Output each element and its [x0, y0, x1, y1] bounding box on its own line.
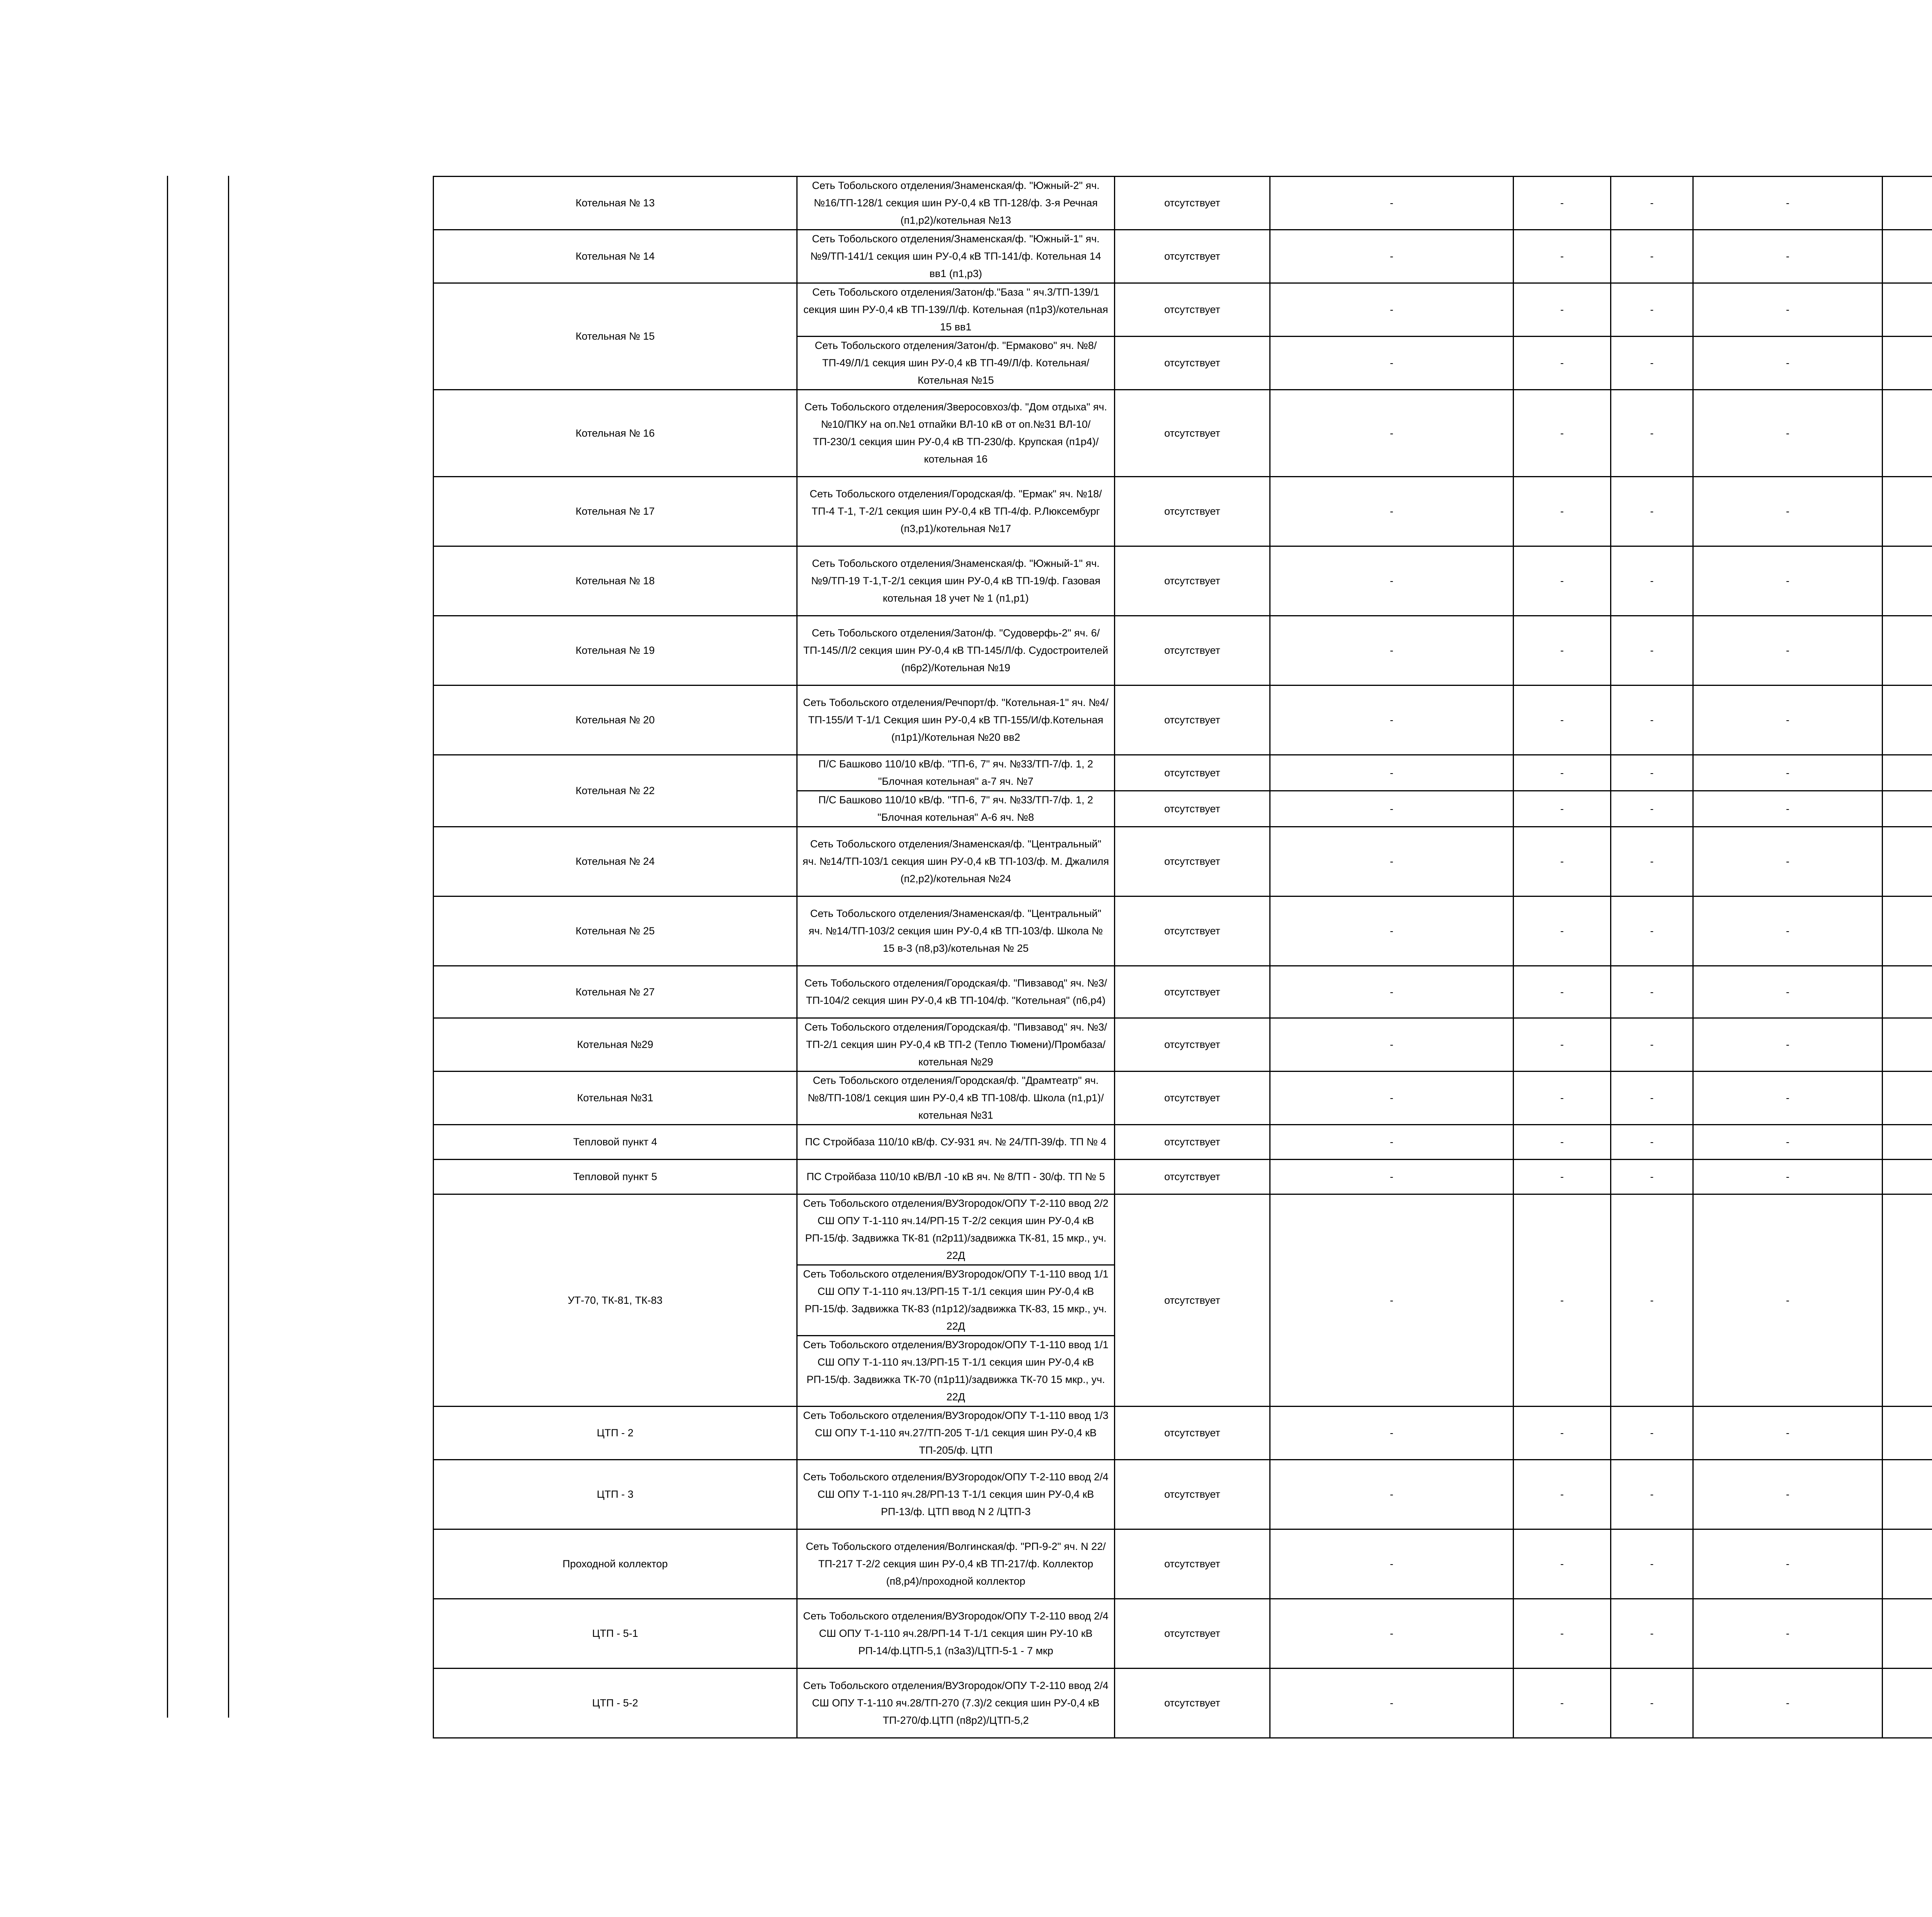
value-col-4-cell: -	[1693, 1529, 1883, 1599]
value-col-4-cell: -	[1693, 755, 1883, 791]
status-cell: отсутствует	[1115, 1125, 1270, 1160]
value-col-3-cell: -	[1611, 177, 1693, 230]
object-name-cell: ЦТП - 5-2	[434, 1669, 797, 1738]
table-row	[434, 283, 1932, 337]
power-source-cell: ПС Стройбаза 110/10 кВ/ф. СУ-931 яч. № 24/ТП-39/ф. ТП № 4	[797, 1125, 1115, 1160]
value-col-1-cell: -	[1270, 827, 1514, 896]
status-cell: отсутствует	[1115, 230, 1270, 283]
status-cell: отсутствует	[1115, 283, 1270, 337]
table-row	[434, 755, 1932, 791]
value-col-1-cell: -	[1270, 896, 1514, 966]
value-col-4-cell: -	[1693, 1125, 1883, 1160]
power-source-cell: Сеть Тобольского отделения/Городская/ф. "Пивзавод" яч. №3/ТП-104/2 секция шин РУ-0,4 кВ ТП-104/ф. "Котельная" (п6,р4)	[797, 966, 1115, 1018]
power-source-cell: Сеть Тобольского отделения/ВУЗгородок/ОПУ Т-2-110 ввод 2/2 СШ ОПУ Т-1-110 яч.14/РП-15 Т-2/2 секция шин РУ-0,4 кВ РП-15/ф. Задвижка ТК-81 (п2р11)/задвижка ТК-81, 15 мкр., уч. 22Д	[797, 1194, 1115, 1265]
value-col-3-cell: -	[1611, 685, 1693, 755]
value-col-3-cell: -	[1611, 1599, 1693, 1669]
value-col-4-cell: -	[1693, 477, 1883, 546]
object-name-cell: Тепловой пункт 5	[434, 1160, 797, 1194]
object-name-cell: Котельная № 22	[434, 755, 797, 827]
value-col-2-cell: -	[1514, 1529, 1611, 1599]
table-row	[434, 827, 1932, 896]
value-col-1-cell: -	[1270, 1194, 1514, 1407]
object-name-cell: ЦТП - 3	[434, 1460, 797, 1529]
value-col-5-cell	[1883, 283, 1932, 337]
value-col-4-cell: -	[1693, 685, 1883, 755]
value-col-1-cell: -	[1270, 337, 1514, 390]
value-col-2-cell: -	[1514, 755, 1611, 791]
value-col-1-cell: -	[1270, 1160, 1514, 1194]
status-cell: отсутствует	[1115, 755, 1270, 791]
value-col-1-cell: -	[1270, 230, 1514, 283]
table-row	[434, 896, 1932, 966]
value-col-1-cell: -	[1270, 390, 1514, 477]
table-row	[434, 1194, 1932, 1265]
value-col-2-cell: -	[1514, 1407, 1611, 1460]
value-col-1-cell: -	[1270, 755, 1514, 791]
value-col-3-cell: -	[1611, 1072, 1693, 1125]
value-col-4-cell: -	[1693, 1160, 1883, 1194]
power-source-cell: Сеть Тобольского отделения/Городская/ф. "Пивзавод" яч. №3/ТП-2/1 секция шин РУ-0,4 кВ ТП-2 (Тепло Тюмени)/Промбаза/котельная №29	[797, 1018, 1115, 1072]
power-source-cell: Сеть Тобольского отделения/Затон/ф."База " яч.3/ТП-139/1 секция шин РУ-0,4 кВ ТП-139/Л/ф. Котельная (п1р3)/котельная 15 вв1	[797, 283, 1115, 337]
value-col-5-cell	[1883, 1529, 1932, 1599]
table-row	[434, 1599, 1932, 1669]
value-col-4-cell: -	[1693, 546, 1883, 616]
value-col-5-cell	[1883, 966, 1932, 1018]
power-source-cell: Сеть Тобольского отделения/Зверосовхоз/ф. "Дом отдыха" яч. №10/ПКУ на оп.№1 отпайки ВЛ-10 кВ от оп.№31 ВЛ-10/ТП-230/1 секция шин РУ-0,4 кВ ТП-230/ф. Крупская (п1р4)/котельная 16	[797, 390, 1115, 477]
value-col-3-cell: -	[1611, 1160, 1693, 1194]
value-col-5-cell	[1883, 755, 1932, 791]
value-col-1-cell: -	[1270, 791, 1514, 827]
table-row	[434, 546, 1932, 616]
value-col-2-cell: -	[1514, 966, 1611, 1018]
value-col-3-cell: -	[1611, 755, 1693, 791]
value-col-3-cell: -	[1611, 1125, 1693, 1160]
power-source-cell: Сеть Тобольского отделения/Знаменская/ф. "Южный-1" яч. №9/ТП-141/1 секция шин РУ-0,4 кВ ТП-141/ф. Котельная 14 вв1 (п1,р3)	[797, 230, 1115, 283]
value-col-2-cell: -	[1514, 791, 1611, 827]
table-row	[434, 1460, 1932, 1529]
value-col-2-cell: -	[1514, 283, 1611, 337]
power-source-cell: Сеть Тобольского отделения/ВУЗгородок/ОПУ Т-2-110 ввод 2/4 СШ ОПУ Т-1-110 яч.28/РП-13 Т-1/1 секция шин РУ-0,4 кВ РП-13/ф. ЦТП ввод N 2 /ЦТП-3	[797, 1460, 1115, 1529]
power-source-cell: Сеть Тобольского отделения/ВУЗгородок/ОПУ Т-1-110 ввод 1/3 СШ ОПУ Т-1-110 яч.27/ТП-205 Т-1/1 секция шин РУ-0,4 кВ ТП-205/ф. ЦТП	[797, 1407, 1115, 1460]
value-col-3-cell: -	[1611, 1194, 1693, 1407]
table-row	[434, 1529, 1932, 1599]
object-name-cell: Котельная № 15	[434, 283, 797, 390]
value-col-5-cell	[1883, 1160, 1932, 1194]
power-source-cell: Сеть Тобольского отделения/ВУЗгородок/ОПУ Т-1-110 ввод 1/1 СШ ОПУ Т-1-110 яч.13/РП-15 Т-1/1 секция шин РУ-0,4 кВ РП-15/ф. Задвижка ТК-83 (п1р12)/задвижка ТК-83, 15 мкр., уч. 22Д	[797, 1265, 1115, 1336]
value-col-3-cell: -	[1611, 791, 1693, 827]
value-col-1-cell: -	[1270, 616, 1514, 685]
value-col-5-cell	[1883, 546, 1932, 616]
value-col-5-cell	[1883, 1072, 1932, 1125]
value-col-4-cell: -	[1693, 1460, 1883, 1529]
status-cell: отсутствует	[1115, 390, 1270, 477]
value-col-2-cell: -	[1514, 390, 1611, 477]
value-col-4-cell: -	[1693, 283, 1883, 337]
value-col-3-cell: -	[1611, 390, 1693, 477]
value-col-2-cell: -	[1514, 685, 1611, 755]
value-col-4-cell: -	[1693, 616, 1883, 685]
object-name-cell: УТ-70, ТК-81, ТК-83	[434, 1194, 797, 1407]
object-name-cell: Котельная № 20	[434, 685, 797, 755]
value-col-2-cell: -	[1514, 546, 1611, 616]
object-name-cell: ЦТП - 5-1	[434, 1599, 797, 1669]
value-col-4-cell: -	[1693, 230, 1883, 283]
power-source-cell: Сеть Тобольского отделения/Знаменская/ф. "Южный-1" яч. №9/ТП-19 Т-1,Т-2/1 секция шин РУ-0,4 кВ ТП-19/ф. Газовая котельная 18 учет № 1 (п1,р1)	[797, 546, 1115, 616]
power-source-cell: Сеть Тобольского отделения/Знаменская/ф. "Южный-2" яч. №16/ТП-128/1 секция шин РУ-0,4 кВ ТП-128/ф. 3-я Речная (п1,р2)/котельная №13	[797, 177, 1115, 230]
object-name-cell: Котельная № 25	[434, 896, 797, 966]
status-cell: отсутствует	[1115, 685, 1270, 755]
value-col-3-cell: -	[1611, 1669, 1693, 1738]
value-col-2-cell: -	[1514, 1072, 1611, 1125]
value-col-4-cell: -	[1693, 896, 1883, 966]
value-col-5-cell	[1883, 477, 1932, 546]
value-col-5-cell	[1883, 1194, 1932, 1407]
value-col-2-cell: -	[1514, 1018, 1611, 1072]
status-cell: отсутствует	[1115, 177, 1270, 230]
value-col-2-cell: -	[1514, 1669, 1611, 1738]
value-col-4-cell: -	[1693, 390, 1883, 477]
value-col-5-cell	[1883, 1669, 1932, 1738]
object-name-cell: Котельная № 14	[434, 230, 797, 283]
value-col-1-cell: -	[1270, 1407, 1514, 1460]
value-col-5-cell	[1883, 1407, 1932, 1460]
value-col-4-cell: -	[1693, 177, 1883, 230]
status-cell: отсутствует	[1115, 1460, 1270, 1529]
status-cell: отсутствует	[1115, 1599, 1270, 1669]
power-source-cell: Сеть Тобольского отделения/ВУЗгородок/ОПУ Т-2-110 ввод 2/4 СШ ОПУ Т-1-110 яч.28/РП-14 Т-1/1 секция шин РУ-10 кВ РП-14/ф.ЦТП-5,1 (п3а3)/ЦТП-5-1 - 7 мкр	[797, 1599, 1115, 1669]
status-cell: отсутствует	[1115, 337, 1270, 390]
status-cell: отсутствует	[1115, 546, 1270, 616]
value-col-1-cell: -	[1270, 1529, 1514, 1599]
value-col-5-cell	[1883, 337, 1932, 390]
value-col-5-cell	[1883, 827, 1932, 896]
table-row	[434, 230, 1932, 283]
value-col-3-cell: -	[1611, 1018, 1693, 1072]
object-name-cell: Проходной коллектор	[434, 1529, 797, 1599]
object-name-cell: Котельная № 17	[434, 477, 797, 546]
value-col-2-cell: -	[1514, 1460, 1611, 1529]
power-source-cell: Сеть Тобольского отделения/Знаменская/ф. "Центральный" яч. №14/ТП-103/2 секция шин РУ-0,4 кВ ТП-103/ф. Школа № 15 в-3 (п8,р3)/котельная № 25	[797, 896, 1115, 966]
status-cell: отсутствует	[1115, 1160, 1270, 1194]
value-col-4-cell: -	[1693, 1018, 1883, 1072]
value-col-2-cell: -	[1514, 477, 1611, 546]
value-col-1-cell: -	[1270, 177, 1514, 230]
value-col-2-cell: -	[1514, 1194, 1611, 1407]
object-name-cell: Котельная №31	[434, 1072, 797, 1125]
value-col-2-cell: -	[1514, 616, 1611, 685]
status-cell: отсутствует	[1115, 896, 1270, 966]
left-border-line	[167, 176, 168, 1718]
status-cell: отсутствует	[1115, 1529, 1270, 1599]
value-col-3-cell: -	[1611, 616, 1693, 685]
value-col-5-cell	[1883, 685, 1932, 755]
table-row	[434, 616, 1932, 685]
status-cell: отсутствует	[1115, 1018, 1270, 1072]
value-col-1-cell: -	[1270, 1460, 1514, 1529]
table-row	[434, 685, 1932, 755]
value-col-2-cell: -	[1514, 827, 1611, 896]
value-col-3-cell: -	[1611, 827, 1693, 896]
value-col-3-cell: -	[1611, 1460, 1693, 1529]
table-row	[434, 1669, 1932, 1738]
power-source-cell: П/С Башково 110/10 кВ/ф. "ТП-6, 7" яч. №33/ТП-7/ф. 1, 2 "Блочная котельная" а-7 яч. №7	[797, 755, 1115, 791]
value-col-4-cell: -	[1693, 1407, 1883, 1460]
object-name-cell: Котельная № 27	[434, 966, 797, 1018]
table-row	[434, 477, 1932, 546]
table-row	[434, 1018, 1932, 1072]
status-cell: отсутствует	[1115, 1194, 1270, 1407]
value-col-1-cell: -	[1270, 966, 1514, 1018]
value-col-3-cell: -	[1611, 230, 1693, 283]
value-col-4-cell: -	[1693, 337, 1883, 390]
value-col-2-cell: -	[1514, 896, 1611, 966]
value-col-3-cell: -	[1611, 337, 1693, 390]
value-col-4-cell: -	[1693, 1072, 1883, 1125]
value-col-5-cell	[1883, 390, 1932, 477]
value-col-3-cell: -	[1611, 1407, 1693, 1460]
value-col-4-cell: -	[1693, 1669, 1883, 1738]
power-source-cell: Сеть Тобольского отделения/ВУЗгородок/ОПУ Т-2-110 ввод 2/4 СШ ОПУ Т-1-110 яч.28/ТП-270 (7.3)/2 секция шин РУ-0,4 кВ ТП-270/ф.ЦТП (п8р2)/ЦТП-5,2	[797, 1669, 1115, 1738]
value-col-2-cell: -	[1514, 1599, 1611, 1669]
object-name-cell: Котельная № 19	[434, 616, 797, 685]
power-source-cell: Сеть Тобольского отделения/Волгинская/ф. "РП-9-2" яч. N 22/ТП-217 Т-2/2 секция шин РУ-0,4 кВ ТП-217/ф. Коллектор (п8,р4)/проходной коллектор	[797, 1529, 1115, 1599]
table-row	[434, 177, 1932, 230]
value-col-5-cell	[1883, 1018, 1932, 1072]
power-source-cell: ПС Стройбаза 110/10 кВ/ВЛ -10 кВ яч. № 8/ТП - 30/ф. ТП № 5	[797, 1160, 1115, 1194]
value-col-1-cell: -	[1270, 1599, 1514, 1669]
table-row	[434, 390, 1932, 477]
value-col-1-cell: -	[1270, 685, 1514, 755]
table-row	[434, 1160, 1932, 1194]
value-col-5-cell	[1883, 1599, 1932, 1669]
value-col-3-cell: -	[1611, 546, 1693, 616]
value-col-4-cell: -	[1693, 827, 1883, 896]
object-name-cell: Котельная № 24	[434, 827, 797, 896]
value-col-2-cell: -	[1514, 230, 1611, 283]
power-source-cell: Сеть Тобольского отделения/Речпорт/ф. "Котельная-1" яч. №4/ТП-155/И Т-1/1 Секция шин РУ-0,4 кВ ТП-155/И/ф.Котельная (п1р1)/Котельная №20 вв2	[797, 685, 1115, 755]
value-col-3-cell: -	[1611, 966, 1693, 1018]
power-source-cell: Сеть Тобольского отделения/Городская/ф. "Ермак" яч. №18/ТП-4 Т-1, Т-2/1 секция шин РУ-0,4 кВ ТП-4/ф. Р.Люксембург (п3,р1)/котельная №17	[797, 477, 1115, 546]
object-name-cell: Котельная № 18	[434, 546, 797, 616]
status-cell: отсутствует	[1115, 616, 1270, 685]
data-table	[433, 176, 1932, 1738]
left-border-line-inner	[228, 176, 229, 1718]
table-row	[434, 1125, 1932, 1160]
power-source-cell: Сеть Тобольского отделения/Городская/ф. "Драмтеатр" яч. №8/ТП-108/1 секция шин РУ-0,4 кВ ТП-108/ф. Школа (п1,р1)/котельная №31	[797, 1072, 1115, 1125]
object-name-cell: Котельная № 16	[434, 390, 797, 477]
value-col-1-cell: -	[1270, 283, 1514, 337]
value-col-1-cell: -	[1270, 1018, 1514, 1072]
status-cell: отсутствует	[1115, 477, 1270, 546]
value-col-5-cell	[1883, 791, 1932, 827]
power-source-cell: Сеть Тобольского отделения/Затон/ф. "Ермаково" яч. №8/ТП-49/Л/1 секция шин РУ-0,4 кВ ТП-49/Л/ф. Котельная/Котельная №15	[797, 337, 1115, 390]
power-source-cell: Сеть Тобольского отделения/Знаменская/ф. "Центральный" яч. №14/ТП-103/1 секция шин РУ-0,4 кВ ТП-103/ф. М. Джалиля (п2,р2)/котельная №24	[797, 827, 1115, 896]
value-col-2-cell: -	[1514, 1125, 1611, 1160]
object-name-cell: ЦТП - 2	[434, 1407, 797, 1460]
value-col-1-cell: -	[1270, 1125, 1514, 1160]
value-col-5-cell	[1883, 230, 1932, 283]
value-col-4-cell: -	[1693, 1599, 1883, 1669]
value-col-1-cell: -	[1270, 1669, 1514, 1738]
value-col-3-cell: -	[1611, 1529, 1693, 1599]
value-col-4-cell: -	[1693, 1194, 1883, 1407]
object-name-cell: Тепловой пункт 4	[434, 1125, 797, 1160]
table-row	[434, 966, 1932, 1018]
table-body	[434, 177, 1932, 1738]
value-col-2-cell: -	[1514, 337, 1611, 390]
value-col-3-cell: -	[1611, 896, 1693, 966]
value-col-3-cell: -	[1611, 283, 1693, 337]
object-name-cell: Котельная № 13	[434, 177, 797, 230]
status-cell: отсутствует	[1115, 791, 1270, 827]
power-source-cell: Сеть Тобольского отделения/ВУЗгородок/ОПУ Т-1-110 ввод 1/1 СШ ОПУ Т-1-110 яч.13/РП-15 Т-1/1 секция шин РУ-0,4 кВ РП-15/ф. Задвижка ТК-70 (п1р11)/задвижка ТК-70 15 мкр., уч. 22Д	[797, 1336, 1115, 1407]
value-col-3-cell: -	[1611, 477, 1693, 546]
value-col-5-cell	[1883, 1460, 1932, 1529]
value-col-1-cell: -	[1270, 1072, 1514, 1125]
power-source-cell: Сеть Тобольского отделения/Затон/ф. "Судоверфь-2" яч. 6/ТП-145/Л/2 секция шин РУ-0,4 кВ ТП-145/Л/ф. Судостроителей (п6р2)/Котельная №19	[797, 616, 1115, 685]
status-cell: отсутствует	[1115, 1407, 1270, 1460]
value-col-5-cell	[1883, 896, 1932, 966]
table-row	[434, 1072, 1932, 1125]
value-col-4-cell: -	[1693, 791, 1883, 827]
table-row	[434, 1407, 1932, 1460]
value-col-1-cell: -	[1270, 477, 1514, 546]
status-cell: отсутствует	[1115, 966, 1270, 1018]
status-cell: отсутствует	[1115, 1072, 1270, 1125]
value-col-2-cell: -	[1514, 1160, 1611, 1194]
value-col-5-cell	[1883, 616, 1932, 685]
value-col-2-cell: -	[1514, 177, 1611, 230]
value-col-5-cell	[1883, 1125, 1932, 1160]
status-cell: отсутствует	[1115, 827, 1270, 896]
value-col-5-cell	[1883, 177, 1932, 230]
status-cell: отсутствует	[1115, 1669, 1270, 1738]
value-col-1-cell: -	[1270, 546, 1514, 616]
value-col-4-cell: -	[1693, 966, 1883, 1018]
power-source-cell: П/С Башково 110/10 кВ/ф. "ТП-6, 7" яч. №33/ТП-7/ф. 1, 2 "Блочная котельная" А-6 яч. №8	[797, 791, 1115, 827]
object-name-cell: Котельная №29	[434, 1018, 797, 1072]
